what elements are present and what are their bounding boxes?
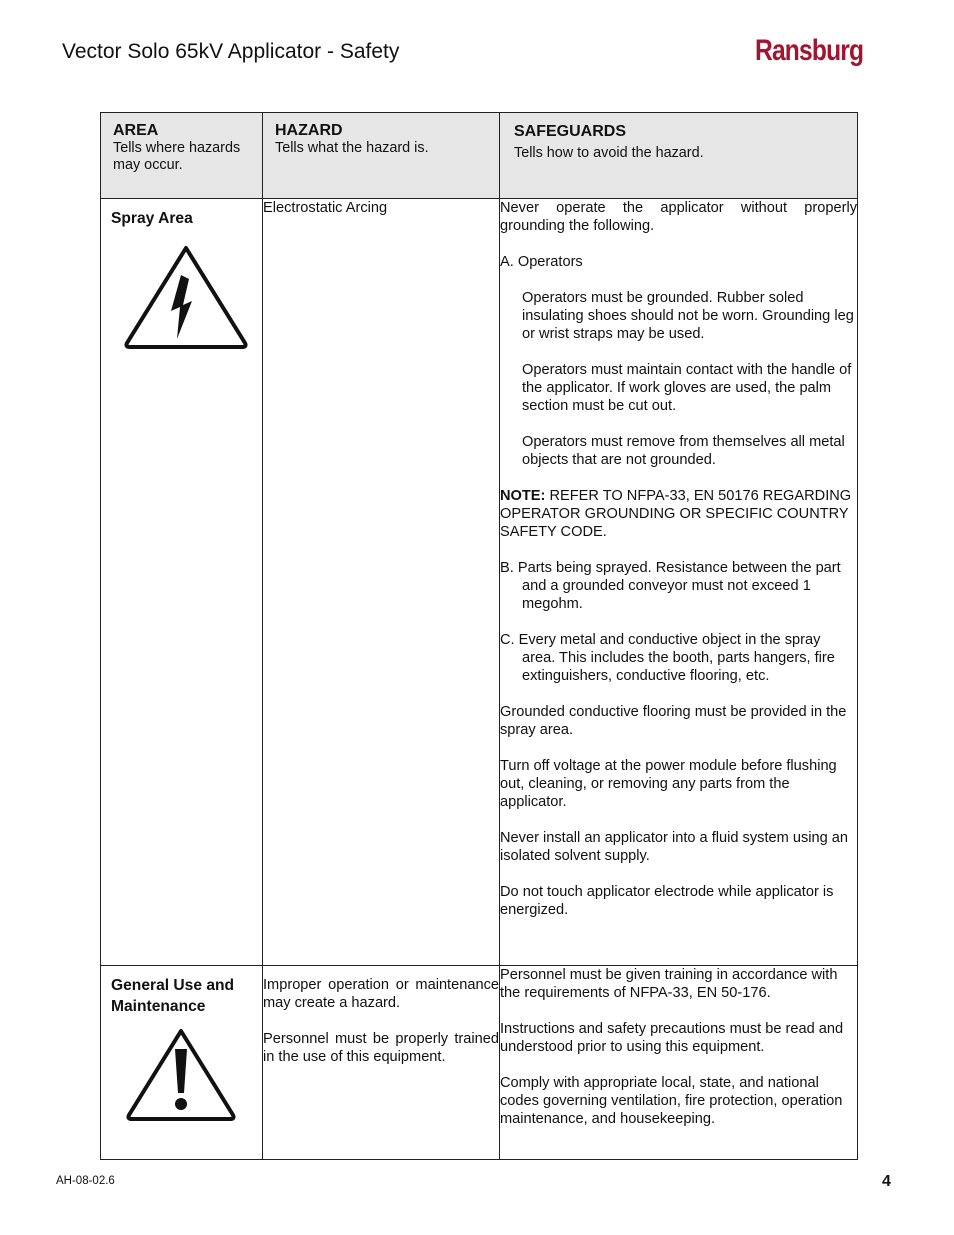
safeguard-text: Turn off voltage at the power module before flushing out, cleaning, or removing any parts from the applicator. (500, 758, 837, 810)
safeguard-text: Personnel must be given training in accordance with the requirements of NFPA-33, EN 50-176. (500, 967, 838, 1001)
column-heading: HAZARD (275, 122, 343, 139)
note-text: REFER TO NFPA-33, EN 50176 REGARDING OPERATOR GROUNDING OR SPECIFIC COUNTRY SAFETY CODE. (500, 488, 852, 540)
column-subtext: Tells what the hazard is. (275, 140, 429, 156)
area-cell (101, 199, 263, 966)
hazard-text: Electrostatic Arcing (263, 200, 388, 216)
safeguard-text: A. Operators (500, 254, 583, 270)
table-header-row (101, 113, 858, 199)
safeguard-text: Do not touch applicator electrode while applicator is energized. (500, 884, 834, 918)
safeguard-text: Operators must maintain contact with the handle of the applicator. If work gloves are used, the palm section must be cut out. (522, 362, 852, 414)
column-heading: SAFEGUARDS (514, 123, 627, 140)
table-row (101, 199, 858, 966)
hazard-text: Personnel must be properly trained in the use of this equipment. (263, 1031, 499, 1065)
area-column-header (101, 113, 263, 199)
hazard-cell (263, 199, 500, 966)
safeguard-text: Never operate the applicator without properly grounding the following. (500, 200, 857, 234)
hazard-column-header (263, 113, 500, 199)
column-subtext: Tells how to avoid the hazard. (514, 145, 704, 161)
hazard-cell (263, 966, 500, 1160)
general-caution-warning-icon (101, 1017, 262, 1128)
safeguards-cell (500, 199, 858, 966)
safety-table (100, 112, 858, 1160)
area-name: General Use and Maintenance (111, 977, 235, 1015)
safeguard-text: Never install an applicator into a fluid system using an isolated solvent supply. (500, 830, 848, 864)
safeguard-text: Operators must be grounded. Rubber soled insulating shoes should not be worn. Grounding leg or wrist straps may be used. (522, 290, 854, 342)
brand-logo: Ransburg (755, 34, 864, 67)
safeguards-cell (500, 966, 858, 1160)
high-voltage-warning-icon (101, 229, 262, 356)
column-heading: AREA (113, 122, 159, 139)
safeguard-text: Grounded conductive flooring must be provided in the spray area. (500, 704, 847, 738)
safeguard-text: Operators must remove from themselves all metal objects that are not grounded. (522, 434, 845, 468)
safety-note (500, 487, 857, 541)
safeguard-text: Instructions and safety precautions must be read and understood prior to using this equipment. (500, 1021, 844, 1055)
page-number: 4 (882, 1173, 891, 1190)
safeguards-column-header (500, 113, 858, 199)
hazard-text: Improper operation or maintenance may create a hazard. (263, 977, 499, 1011)
safeguard-text: C. Every metal and conductive object in the spray area. This includes the booth, parts hangers, fire extinguishers, conductive flooring, etc. (500, 632, 835, 684)
area-name: Spray Area (111, 210, 193, 227)
page-title: Vector Solo 65kV Applicator - Safety (62, 40, 400, 63)
safeguard-text: Comply with appropriate local, state, and national codes governing ventilation, fire protection, operation maintenance, and housekeeping. (500, 1075, 843, 1127)
safeguard-text: B. Parts being sprayed. Resistance between the part and a grounded conveyor must not exceed 1 megohm. (500, 560, 841, 612)
column-subtext: Tells where hazards may occur. (113, 140, 241, 173)
document-code: AH-08-02.6 (56, 1175, 115, 1187)
note-label: NOTE: (500, 488, 546, 504)
table-row (101, 966, 858, 1160)
area-cell (101, 966, 263, 1160)
